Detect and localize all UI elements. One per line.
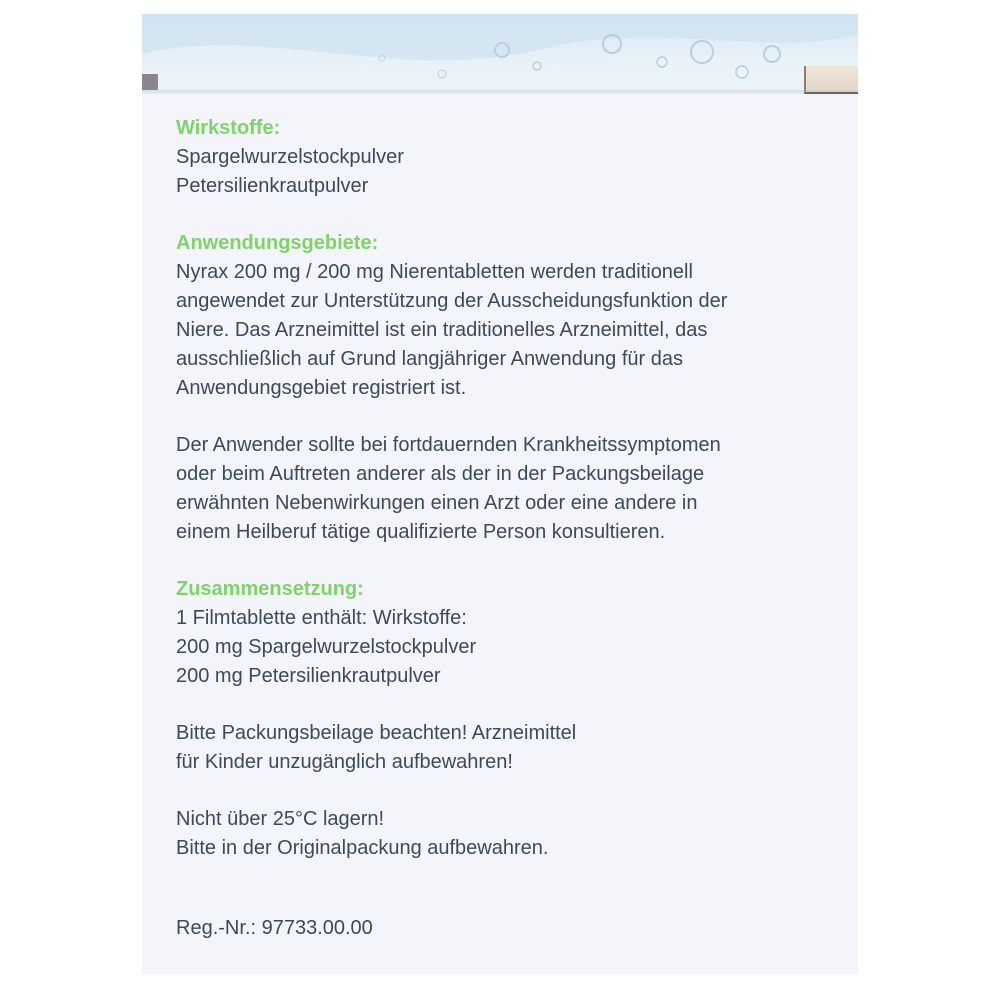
registration-number: Reg.-Nr.: 97733.00.00 xyxy=(176,917,373,939)
composition-line: 200 mg Spargelwurzelstockpulver xyxy=(176,636,477,658)
indication-line: Nyrax 200 mg / 200 mg Nierentabletten werden traditionell xyxy=(176,261,693,283)
warning-line: Der Anwender sollte bei fortdauernden Krankheitssymptomen xyxy=(176,434,721,456)
box-fold-left xyxy=(142,74,158,90)
medicine-box-back-panel xyxy=(142,14,858,974)
warning-line: erwähnten Nebenwirkungen einen Arzt oder eine andere in xyxy=(176,492,698,514)
warning-line: oder beim Auftreten anderer als der in der Packungsbeilage xyxy=(176,463,705,485)
heading-wirkstoffe: Wirkstoffe: xyxy=(176,117,281,139)
indication-line: Niere. Das Arzneimittel ist ein traditionelles Arzneimittel, das xyxy=(176,319,708,341)
composition-line: 200 mg Petersilienkrautpulver xyxy=(176,665,441,687)
section-zusammensetzung xyxy=(176,575,836,691)
notice-line: für Kinder unzugänglich aufbewahren! xyxy=(176,751,513,773)
box-top-flap xyxy=(142,14,858,94)
section-lagerung xyxy=(176,805,836,863)
section-wirkstoffe xyxy=(176,114,836,201)
warning-line: einem Heilberuf tätige qualifizierte Person konsultieren. xyxy=(176,521,666,543)
section-anwendungsgebiete xyxy=(176,229,836,547)
notice-line: Bitte Packungsbeilage beachten! Arzneimittel xyxy=(176,722,577,744)
lid-shadow xyxy=(142,90,858,94)
storage-line: Nicht über 25°C lagern! xyxy=(176,808,385,830)
storage-line: Bitte in der Originalpackung aufbewahren. xyxy=(176,837,549,859)
wirkstoff-line: Petersilienkrautpulver xyxy=(176,175,369,197)
water-drops-decoration xyxy=(142,14,858,94)
wirkstoff-line: Spargelwurzelstockpulver xyxy=(176,146,404,168)
composition-line: 1 Filmtablette enthält: Wirkstoffe: xyxy=(176,607,467,629)
indication-line: ausschließlich auf Grund langjähriger Anwendung für das xyxy=(176,348,683,370)
indication-line: angewendet zur Unterstützung der Ausscheidungsfunktion der xyxy=(176,290,728,312)
package-text xyxy=(176,114,836,863)
heading-zusammensetzung: Zusammensetzung: xyxy=(176,578,364,600)
heading-anwendungsgebiete: Anwendungsgebiete: xyxy=(176,232,379,254)
section-hinweis xyxy=(176,719,836,777)
indication-line: Anwendungsgebiet registriert ist. xyxy=(176,377,467,399)
